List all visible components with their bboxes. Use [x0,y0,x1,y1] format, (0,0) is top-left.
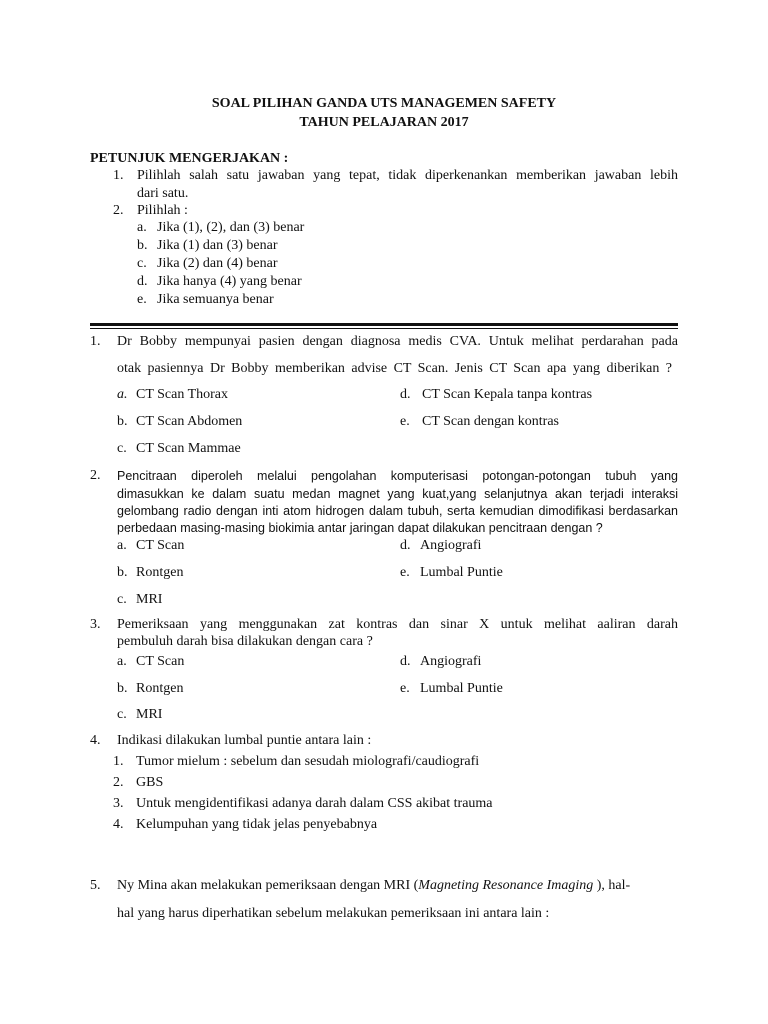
option-text: Rontgen [136,681,184,696]
option-text: Lumbal Puntie [420,565,503,580]
option-letter: e. [400,414,410,429]
divider-thick [90,323,678,326]
option-text: CT Scan Kepala tanpa kontras [422,387,593,402]
option-letter: d. [400,654,411,669]
instruction-option-text: Jika semuanya benar [157,292,274,307]
option-text: CT Scan [136,538,185,553]
document-subtitle: TAHUN PELAJARAN 2017 [299,115,469,130]
option-text: Angiografi [420,538,482,553]
option-letter: c. [117,441,127,456]
option-text: Lumbal Puntie [420,681,503,696]
option-letter: e. [400,565,410,580]
question-number: 4. [90,733,101,748]
option-letter: c. [117,592,127,607]
option-letter: d. [400,387,411,402]
option-letter: a. [117,538,127,553]
option-letter: b. [117,414,128,429]
question-number: 1. [90,334,101,349]
question-text: hal yang harus diperhatikan sebelum melakukan pemeriksaan ini antara lain : [117,906,550,921]
question-text: Pencitraan diperoleh melalui pengolahan komputerisasi potongan-potongan tubuh yang [117,469,678,483]
instruction-option-letter: c. [137,256,147,271]
document-title: SOAL PILIHAN GANDA UTS MANAGEMEN SAFETY [211,96,557,111]
question-text-part: Ny Mina akan melakukan pemeriksaan dengan MRI ( [117,878,419,893]
question-text: Pemeriksaan yang menggunakan zat kontras dan sinar X untuk melihat aaliran darah [117,617,678,632]
option-text: CT Scan [136,654,185,669]
instruction-option-letter: e. [137,292,147,307]
statement-text: Kelumpuhan yang tidak jelas penyebabnya [136,817,378,832]
question-text: perbedaan masing-masing biokimia antar jaringan dapat dilakukan pencitraan dengan ? [117,521,603,535]
option-text: CT Scan Abdomen [136,414,243,429]
option-text: CT Scan Mammae [136,441,241,456]
instruction-number: 1. [113,168,124,183]
option-text: Rontgen [136,565,184,580]
instruction-option-text: Jika (2) dan (4) benar [157,256,278,271]
instruction-option-letter: a. [137,220,147,235]
statement-number: 3. [113,796,124,811]
instruction-number: 2. [113,203,124,218]
question-text: gelombang radio dengan inti atom hidrogen dalam tubuh, serta kemudian dimodifikasi berdasarkan [117,504,678,518]
instruction-option-letter: b. [137,238,148,253]
statement-text: Untuk mengidentifikasi adanya darah dalam CSS akibat trauma [136,796,493,811]
question-number: 5. [90,878,101,893]
question-text: Dr Bobby mempunyai pasien dengan diagnosa medis CVA. Untuk melihat perdarahan pada [117,334,678,349]
statement-text: Tumor mielum : sebelum dan sesudah miolografi/caudiografi [136,754,480,769]
option-text: CT Scan Thorax [136,387,229,402]
option-text: MRI [136,592,163,607]
option-letter: a. [117,387,128,402]
statement-number: 1. [113,754,124,769]
question-text: Indikasi dilakukan lumbal puntie antara lain : [117,733,372,748]
instruction-option-text: Jika hanya (4) yang benar [157,274,302,289]
question-text: dimasukkan ke dalam suatu medan magnet yang kuat,yang selanjutnya akan terjadi interaksi [117,487,678,501]
option-letter: e. [400,681,410,696]
instruction-option-text: Jika (1), (2), dan (3) benar [157,220,305,235]
option-text: Angiografi [420,654,482,669]
instruction-option-text: Jika (1) dan (3) benar [157,238,278,253]
question-text: otak pasiennya Dr Bobby memberikan advise CT Scan. Jenis CT Scan apa yang diberikan ? [117,361,672,376]
option-letter: a. [117,654,127,669]
instructions-heading: PETUNJUK MENGERJAKAN : [90,151,289,166]
instruction-option-letter: d. [137,274,148,289]
option-letter: c. [117,707,127,722]
divider-thin [90,328,678,329]
statement-number: 4. [113,817,124,832]
option-letter: b. [117,681,128,696]
option-letter: b. [117,565,128,580]
instruction-text: Pilihlah : [137,203,188,218]
question-text-part: ), hal- [593,878,631,893]
question-text: pembuluh darah bisa dilakukan dengan cara ? [117,634,373,649]
question-text-italic: Magneting Resonance Imaging [418,878,594,893]
option-letter: d. [400,538,411,553]
statement-text: GBS [136,775,164,790]
question-number: 2. [90,468,101,483]
instruction-text: dari satu. [137,186,189,201]
option-text: CT Scan dengan kontras [422,414,559,429]
question-number: 3. [90,617,101,632]
instruction-text: Pilihlah salah satu jawaban yang tepat, tidak diperkenankan memberikan jawaban lebih [137,168,678,183]
statement-number: 2. [113,775,124,790]
option-text: MRI [136,707,163,722]
question-text [117,877,678,895]
